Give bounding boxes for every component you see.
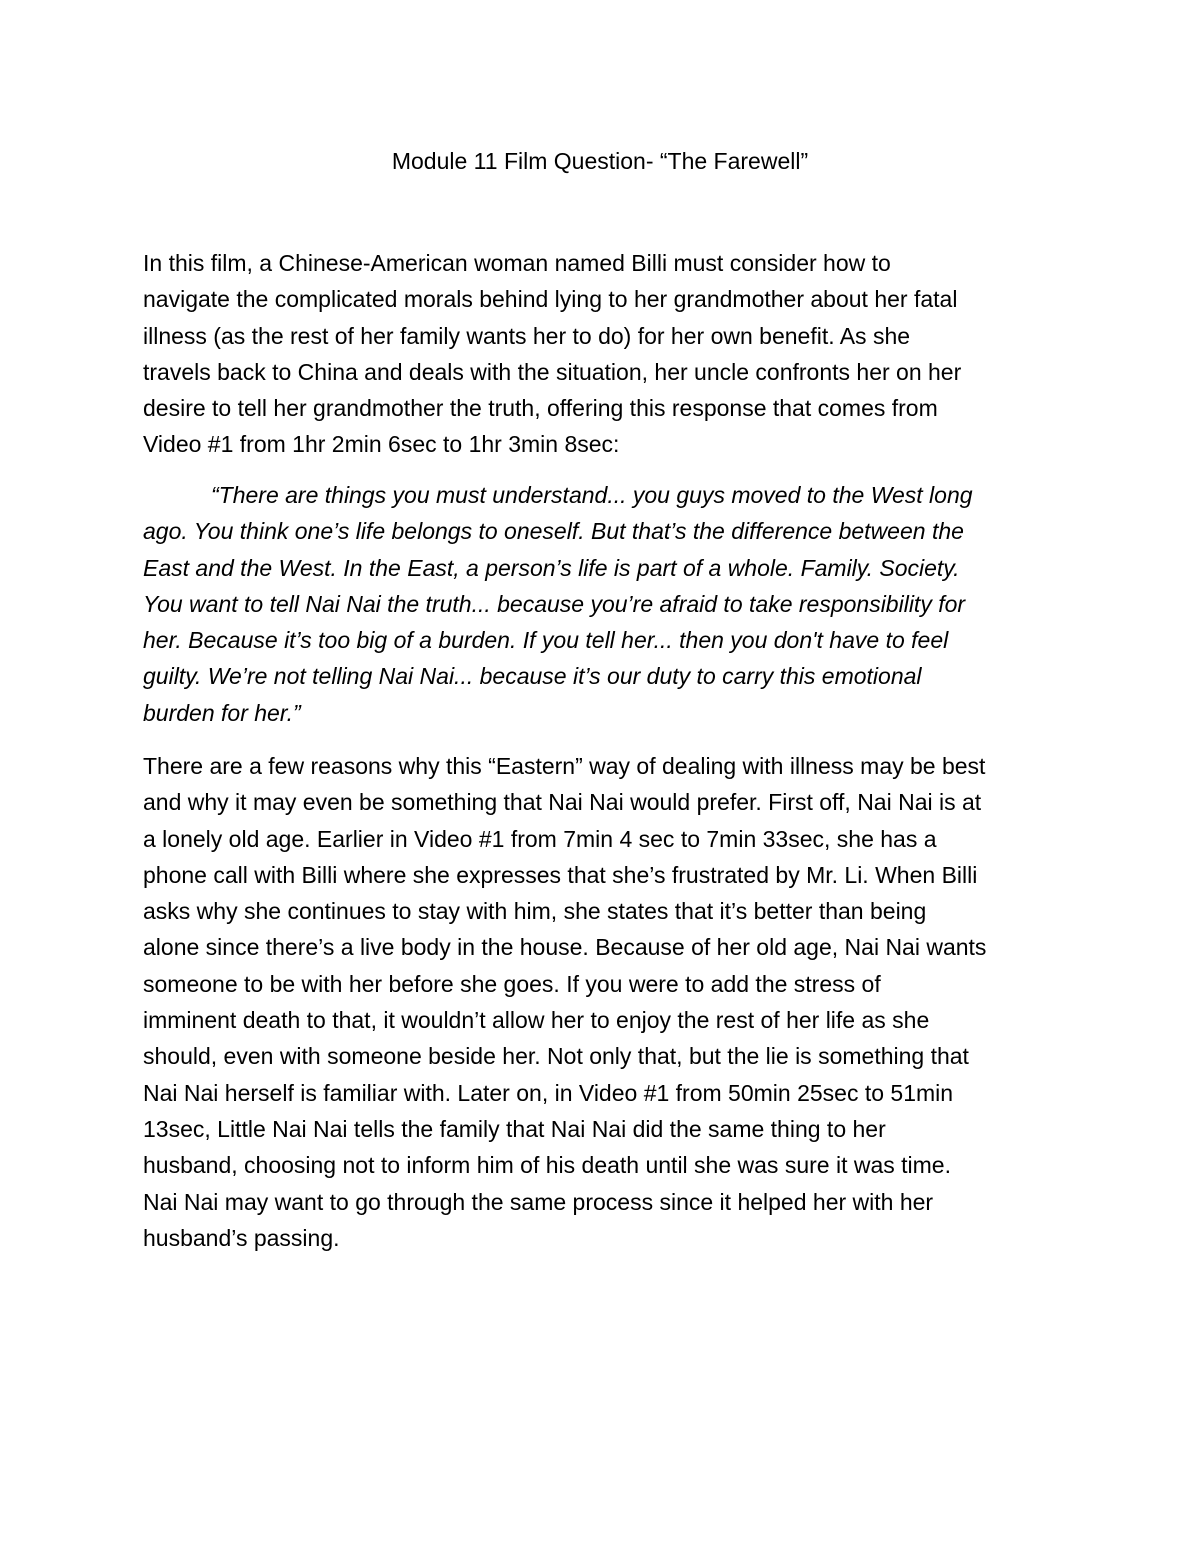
paragraph-line: should, even with someone beside her. Not only that, but the lie is something that — [143, 1043, 969, 1070]
paragraph-line: alone since there’s a live body in the house. Because of her old age, Nai Nai wants — [143, 934, 987, 961]
paragraph-line: Nai Nai herself is familiar with. Later on, in Video #1 from 50min 25sec to 51min — [143, 1079, 954, 1106]
paragraph-line: asks why she continues to stay with him, she states that it’s better than being — [143, 898, 927, 925]
quote-line: burden for her.” — [143, 699, 301, 726]
quote-line: “There are things you must understand... you guys moved to the West long — [211, 482, 973, 508]
paragraph-line: and why it may even be something that Nai Nai would prefer. First off, Nai Nai is at — [143, 789, 982, 816]
paragraph-line: husband’s passing. — [143, 1224, 340, 1251]
paragraph-line: phone call with Billi where she expresses that she’s frustrated by Mr. Li. When Billi — [143, 861, 978, 888]
paragraph-line: There are a few reasons why this “Eastern” way of dealing with illness may be best — [143, 753, 986, 779]
paragraph-line: illness (as the rest of her family wants her to do) for her own benefit. As she — [143, 322, 911, 349]
block-quote — [143, 477, 1073, 731]
quote-line: ago. You think one’s life belongs to oneself. But that’s the difference between the — [143, 518, 964, 545]
paragraph-line: imminent death to that, it wouldn’t allow her to enjoy the rest of her life as she — [143, 1007, 930, 1034]
quote-line: East and the West. In the East, a person’s life is part of a whole. Family. Society. — [143, 554, 960, 581]
paragraph-line: In this film, a Chinese-American woman named Billi must consider how to — [143, 250, 891, 276]
paragraph-line: husband, choosing not to inform him of his death until she was sure it was time. — [143, 1152, 951, 1179]
paragraph-line: travels back to China and deals with the situation, her uncle confronts her on her — [143, 358, 962, 385]
paragraph-line: navigate the complicated morals behind lying to her grandmother about her fatal — [143, 286, 958, 313]
quote-line: guilty. We’re not telling Nai Nai... because it’s our duty to carry this emotional — [143, 663, 922, 690]
document-title: Module 11 Film Question- “The Farewell” — [391, 148, 809, 174]
paragraph-line: desire to tell her grandmother the truth, offering this response that comes from — [143, 395, 938, 422]
quote-line: her. Because it’s too big of a burden. If you tell her... then you don't have to feel — [143, 627, 949, 654]
paragraph-line: 13sec, Little Nai Nai tells the family that Nai Nai did the same thing to her — [143, 1115, 886, 1142]
paragraph-line: Video #1 from 1hr 2min 6sec to 1hr 3min 8sec: — [143, 431, 620, 458]
paragraph-line: a lonely old age. Earlier in Video #1 from 7min 4 sec to 7min 33sec, she has a — [143, 825, 937, 852]
paragraph-line: Nai Nai may want to go through the same process since it helped her with her — [143, 1188, 934, 1215]
intro-paragraph — [143, 245, 1073, 463]
paragraph-line: someone to be with her before she goes. If you were to add the stress of — [143, 970, 881, 997]
body-paragraph — [143, 748, 1073, 1256]
quote-line: You want to tell Nai Nai the truth... because you’re afraid to take responsibility for — [143, 590, 966, 617]
